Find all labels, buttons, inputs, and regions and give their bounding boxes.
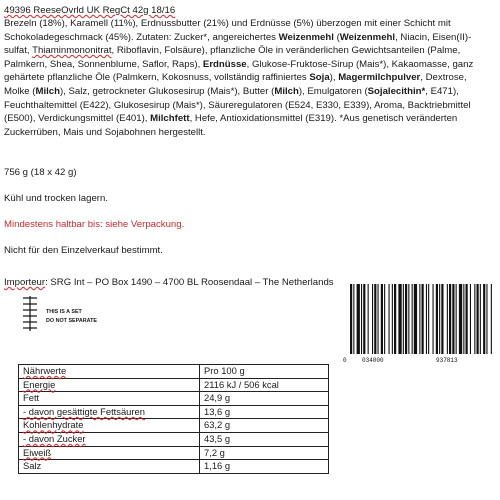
nutrient-value: 1,16 g	[200, 460, 329, 474]
nutrient-name: Salz	[19, 460, 200, 474]
nutrient-name: Energie	[19, 378, 200, 392]
barcode-group-right: 937813	[436, 357, 458, 364]
nutrient-value: 63,2 g	[200, 419, 329, 433]
set-label	[20, 294, 120, 334]
nutrition-row	[19, 446, 329, 460]
nutrition-row	[19, 392, 329, 406]
barcode-bar	[463, 284, 464, 354]
barcode-bar	[426, 284, 427, 354]
nutrient-name: Nährwerte	[19, 365, 200, 379]
nutrient-value: 24,9 g	[200, 392, 329, 406]
barcode-bar	[483, 284, 485, 354]
barcode-bar	[452, 284, 454, 354]
nutrient-name: - davon gesättigte Fettsäuren	[19, 405, 200, 419]
barcode-bar	[436, 284, 438, 354]
ingredients-text: Brezeln (18%), Karamell (11%), Erdnussbutter (21%) und Erdnüsse (5%) überzogen mit einer Schicht mit Schokoladegeschmack (45%). Zutaten: Zucker*, angereichertes Weizenmehl (Weizenmehl, Niacin, Eisen(II)-sulfat, Thiaminmononitrat, Riboflavin, Folsäure), pflanzliche Öle in veränderlichen Gewichtsanteilen (Palme, Palmkern, Shea, Sonnenblume, Saflor, Raps), Erdnüsse, Glukose-Fruktose-Sirup (Mais*), Kakaomasse, ganz gehärtete pflanzliche Öle (Palmkern, Kokosnuss, vollständig raffiniertes Soja), Magermilchpulver, Dextrose, Molke (Milch), Salz, getrockneter Glukosesirup (Mais*), Butter (Milch), Emulgatoren (Sojalecithin*, E471), Feuchthaltemittel (E422), Glukosesirup (Mais*), Säureregulatoren (E524, E330, E339), Aroma, Backtriebmittel (E500), Verdickungsmittel (E401), Milchfett, Hefe, Antioxidationsmittel (E319). *Aus genetisch veränderten Zuckerrüben, Mais und Sojabohnen hergestellt.	[4, 18, 474, 138]
nutrient-name: Kohlenhydrate	[19, 419, 200, 433]
barcode-bar	[394, 284, 396, 354]
barcode-bar	[449, 284, 451, 354]
barcode-bar	[441, 284, 443, 354]
barcode-bar	[381, 284, 383, 354]
barcode-bar	[466, 284, 468, 354]
barcode-bars	[340, 284, 498, 364]
net-weight: 756 g (18 x 42 g)	[4, 167, 77, 178]
barcode-bar	[374, 284, 376, 354]
barcode-bar	[392, 284, 393, 354]
barcode-bar	[412, 284, 413, 354]
storage-instructions: Kühl und trocken lagern.	[4, 193, 108, 204]
nutrient-name: Eiweiß	[19, 446, 200, 460]
nutrition-row	[19, 378, 329, 392]
nutrition-row	[19, 432, 329, 446]
barcode-bar	[477, 284, 479, 354]
nutrient-name: Fett	[19, 392, 200, 406]
nutrition-row	[19, 405, 329, 419]
best-before-notice: Mindestens haltbar bis: siehe Verpackung.	[4, 219, 185, 230]
barcode-bar	[408, 284, 409, 354]
barcode-bar	[384, 284, 385, 354]
nutrient-value: Pro 100 g	[200, 365, 329, 379]
barcode-bar	[439, 284, 440, 354]
barcode-bar	[372, 284, 373, 354]
barcode-bar	[403, 284, 404, 354]
importer-line	[4, 276, 334, 289]
nutrient-value: 13,6 g	[200, 405, 329, 419]
document-title: 49396 ReeseOvrld UK RegCt 42g 18/16	[4, 5, 176, 16]
barcode-bar	[491, 284, 492, 354]
barcode-bar	[405, 284, 407, 354]
barcode-group-left: 034000	[362, 357, 384, 364]
nutrient-value: 7,2 g	[200, 446, 329, 460]
barcode-bar	[378, 284, 379, 354]
barcode-bar	[414, 284, 417, 354]
barcode-bar	[368, 284, 369, 354]
barcode	[340, 284, 498, 364]
set-label-line2: DO NOT SEPARATE	[46, 318, 98, 324]
barcode-digit-left: 0	[343, 357, 347, 364]
barcode-bar	[361, 284, 362, 354]
set-label-line1: THIS IS A SET	[46, 309, 82, 315]
nutrient-value: 43,5 g	[200, 432, 329, 446]
importer-address: : SRG Int – PO Box 1490 – 4700 BL Roosendaal – The Netherlands	[45, 277, 334, 288]
barcode-bar	[480, 284, 481, 354]
barcode-bar	[422, 284, 424, 354]
barcode-bar	[419, 284, 420, 354]
nutrition-header-row	[19, 365, 329, 379]
barcode-bar	[486, 284, 487, 354]
nutrition-row	[19, 460, 329, 474]
barcode-bar	[350, 284, 352, 354]
barcode-bar	[428, 284, 429, 354]
nutrient-value: 2116 kJ / 506 kcal	[200, 378, 329, 392]
barcode-bar	[470, 284, 471, 354]
barcode-bar	[389, 284, 390, 354]
not-for-individual-sale: Nicht für den Einzelverkauf bestimmt.	[4, 245, 163, 256]
importer-label: Importeur	[4, 277, 46, 288]
nutrient-name: - davon Zucker	[19, 432, 200, 446]
nutrition-table	[18, 364, 329, 474]
barcode-bar	[474, 284, 475, 354]
barcode-bar	[353, 284, 354, 354]
barcode-bar	[456, 284, 457, 354]
barcode-bar	[433, 284, 434, 354]
barcode-bar	[459, 284, 462, 354]
barcode-bar	[357, 284, 360, 354]
barcode-bar	[447, 284, 448, 354]
barcode-bar	[363, 284, 365, 354]
barcode-bar	[398, 284, 401, 354]
nutrition-row	[19, 419, 329, 433]
